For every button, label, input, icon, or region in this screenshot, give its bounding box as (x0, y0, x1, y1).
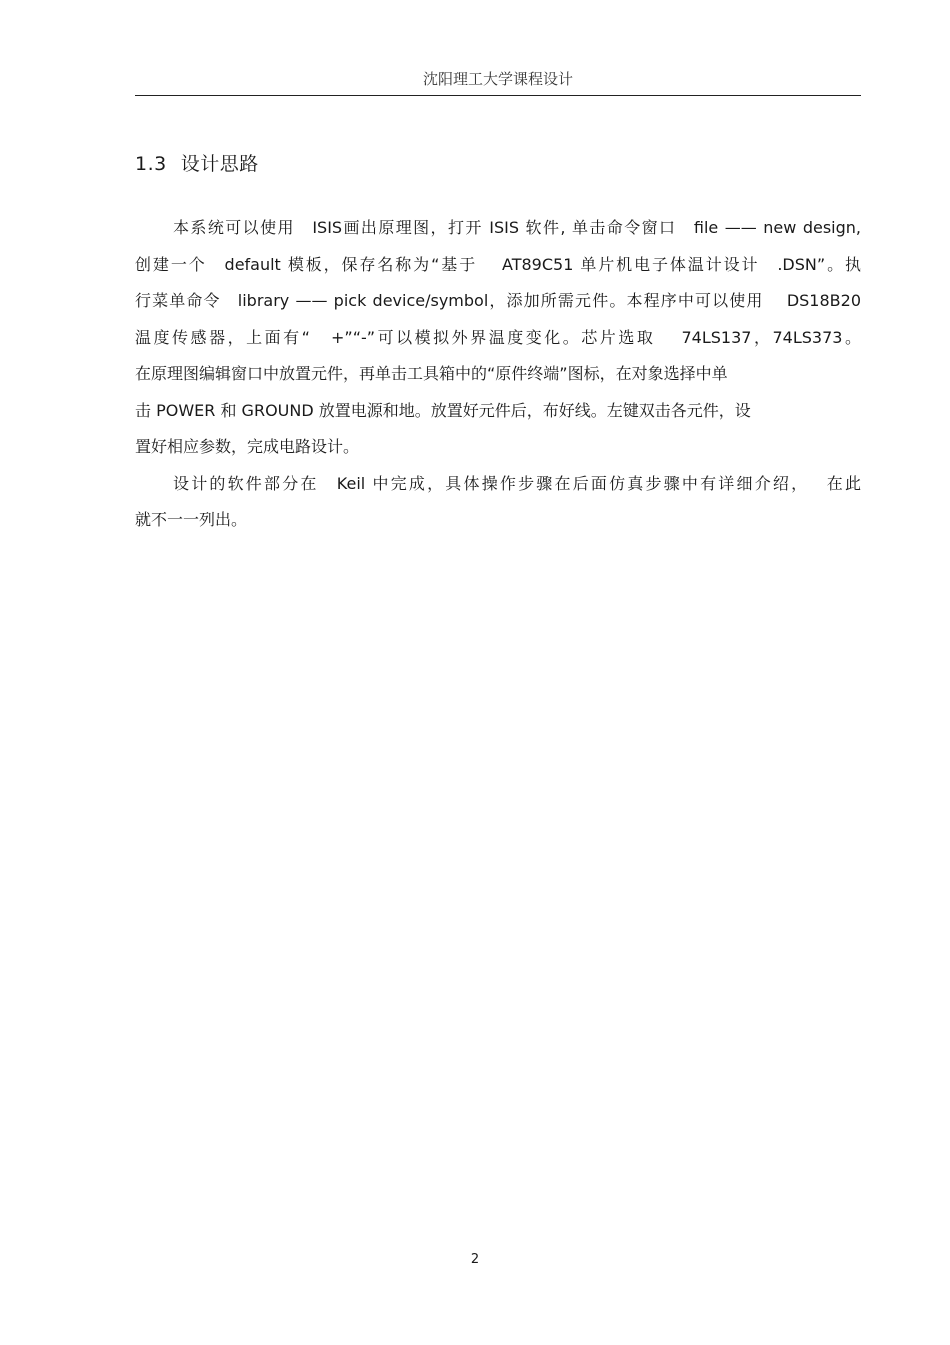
paragraph-1-line-5: 在原理图编辑窗口中放置元件，再单击工具箱中的“原件终端”图标，在对象选择中单 (135, 364, 728, 383)
page-number: 2 (470, 1252, 480, 1267)
paragraph-1-line-7: 置好相应参数，完成电路设计。 (135, 437, 360, 456)
paragraph-1-line-2: 创建一个 default 模板，保存名称为“基于 AT89C51 单片机电子体温计设计 .DSN”。执 (135, 254, 861, 274)
section-number: 1.3 (135, 153, 167, 175)
header-title: 沈阳理工大学课程设计 (422, 70, 573, 88)
body-text (135, 210, 861, 539)
paragraph-1-line-6: 击 POWER 和 GROUND 放置电源和地。放置好元件后，布好线。左键双击各元件，设 (135, 400, 751, 420)
section-heading (135, 150, 259, 178)
section-title: 设计思路 (180, 153, 259, 175)
paragraph-1-line-4: 温度传感器，上面有“ +”“-”可以模拟外界温度变化。芯片选取 74LS137，74LS373。 (135, 327, 861, 347)
paragraph-2-line-1: 设计的软件部分在 Keil 中完成，具体操作步骤在后面仿真步骤中有详细介绍， 在此 (173, 473, 861, 493)
paragraph-2-line-2: 就不一一列出。 (135, 510, 248, 529)
paragraph-1-line-3: 行菜单命令 library —— pick device/symbol，添加所需元件。本程序中可以使用 DS18B20 (135, 291, 861, 310)
paragraph-1-line-1: 本系统可以使用 ISIS画出原理图，打开 ISIS 软件, 单击命令窗口 file —— new design, (173, 218, 861, 237)
page-header (135, 66, 861, 96)
